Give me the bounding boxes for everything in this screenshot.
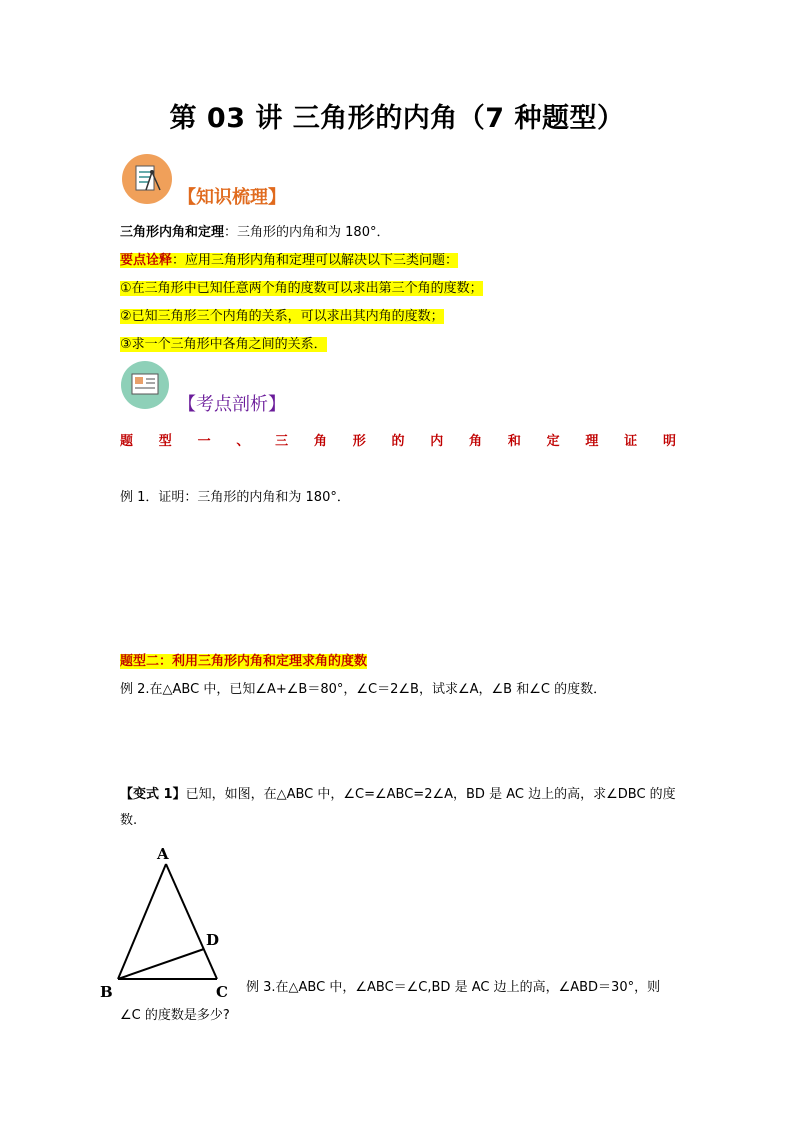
type1-heading [120, 430, 676, 449]
analysis-section-icon [121, 361, 169, 409]
key-points-label: 要点诠释 [120, 253, 173, 268]
example-1: 例 1．证明：三角形的内角和为 180°． [120, 490, 350, 505]
theorem-text: ：三角形的内角和为 180°． [224, 225, 390, 240]
key-point-item-2-text: ②已知三角形三个内角的关系，可以求出其内角的度数； [120, 309, 444, 324]
type1-char: 形 [352, 434, 366, 449]
knowledge-section-icon [122, 154, 172, 204]
side-ac [166, 864, 220, 979]
key-point-item-2 [120, 305, 444, 324]
key-point-item-3 [120, 333, 327, 352]
key-point-item-3-text: ③求一个三角形中各角之间的关系． [120, 337, 327, 352]
vertex-b-label: B [100, 983, 113, 1001]
type1-char: 和 [507, 434, 521, 449]
type2-heading [120, 650, 367, 669]
example-3-line-1: 例 3.在△ABC 中，∠ABC＝∠C,BD 是 AC 边上的高，∠ABD＝30°，则 [246, 980, 661, 995]
vertex-c-label: C [216, 983, 228, 1001]
type1-char: 内 [430, 434, 444, 449]
vertex-a-label: A [157, 845, 169, 863]
key-points-text: ：应用三角形内角和定理可以解决以下三类问题： [172, 253, 459, 268]
type1-char: 理 [585, 434, 599, 449]
type1-char: 明 [662, 434, 676, 449]
key-point-item-1-text: ①在三角形中已知任意两个角的度数可以求出第三个角的度数； [120, 281, 483, 296]
knowledge-section-heading: 【知识梳理】 [178, 187, 286, 208]
type1-char: 定 [546, 434, 560, 449]
type1-char: 的 [391, 434, 405, 449]
type1-char: 角 [469, 434, 483, 449]
type1-char: 题 [120, 434, 134, 449]
key-points-line [120, 249, 458, 268]
type1-char: 型 [158, 434, 172, 449]
variant-1-label: 【变式 1】 [120, 787, 186, 802]
key-point-item-1 [120, 277, 483, 296]
theorem-line [120, 221, 389, 240]
analysis-section-heading: 【考点剖析】 [178, 394, 286, 415]
point-d-label: D [206, 931, 220, 949]
type1-char: 一 [197, 434, 211, 449]
side-ab [118, 864, 166, 979]
type1-char: 三 [275, 434, 289, 449]
type1-char: 、 [236, 434, 250, 449]
variant-1 [120, 782, 680, 834]
page-title: 第 03 讲 三角形的内角（7 种题型） [169, 103, 625, 134]
example-3-line-2: ∠C 的度数是多少? [120, 1008, 230, 1023]
example-2: 例 2.在△ABC 中，已知∠A+∠B＝80°，∠C＝2∠B，试求∠A，∠B 和∠C 的度数． [120, 682, 607, 697]
type1-char: 证 [624, 434, 638, 449]
variant-1-text-cont: 数. [120, 813, 138, 828]
altitude-bd [118, 949, 204, 979]
type2-heading-text: 题型二：利用三角形内角和定理求角的度数 [120, 654, 368, 669]
theorem-label: 三角形内角和定理 [120, 225, 225, 240]
type1-char: 角 [313, 434, 327, 449]
triangle-figure [96, 842, 246, 1002]
variant-1-text: 已知，如图，在△ABC 中，∠C=∠ABC=2∠A，BD 是 AC 边上的高，求∠DBC 的度 [185, 787, 676, 802]
